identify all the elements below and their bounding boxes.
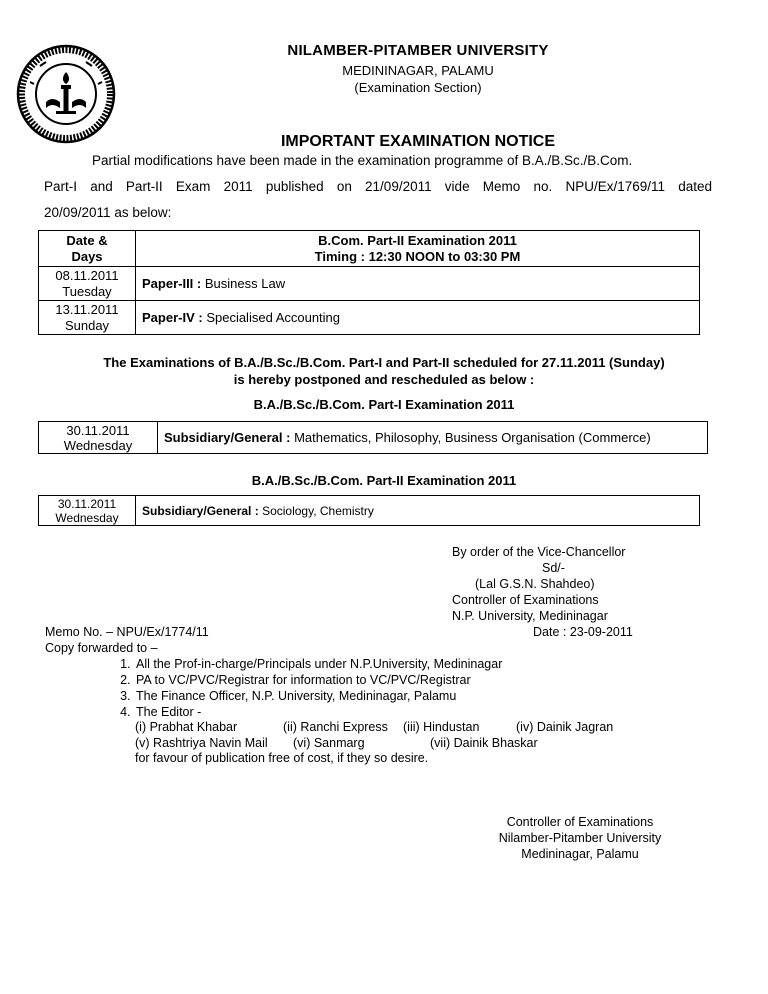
row-date: 13.11.2011 [55, 301, 119, 317]
table-header-row [39, 231, 700, 267]
list-item: 2. PA to VC/PVC/Registrar for information to VC/PVC/Registrar [134, 672, 502, 688]
by-order-line: By order of the Vice-Chancellor [452, 545, 626, 559]
memo-date: Date : 23-09-2011 [533, 625, 633, 639]
postpone-line-1: The Examinations of B.A./B.Sc./B.Com. Part-I and Part-II scheduled for 27.11.2011 (Sunday) [103, 355, 665, 370]
row-subject-cell [136, 496, 700, 526]
editor-list-line-1 [135, 719, 613, 735]
row-day: Wednesday [55, 510, 119, 525]
editor-list-line-2 [135, 735, 538, 751]
intro-line-2: Part-I and Part-II Exam 2011 published on 21/09/2011 vide Memo no. NPU/Ex/1769/11 dated [44, 179, 712, 194]
row-date: 30.11.2011 [66, 422, 130, 438]
editor-item: (i) Prabhat Khabar [135, 720, 238, 734]
editor-item: (v) Rashtriya Navin Mail [135, 736, 268, 750]
row-date-cell [39, 422, 158, 454]
signatory-university: N.P. University, Medininagar [452, 609, 608, 623]
table-row [39, 422, 708, 454]
editor-item: (iv) Dainik Jagran [516, 720, 614, 734]
date-days-header [39, 231, 136, 267]
paper-name: Business Law [204, 276, 286, 291]
list-item: 3. The Finance Officer, N.P. University, Medininagar, Palamu [134, 688, 502, 704]
postpone-line-2: is hereby postponed and rescheduled as below : [233, 372, 535, 387]
row-day: Sunday [64, 317, 110, 333]
subject-label: Subsidiary/General : [164, 430, 291, 445]
row-paper-cell [136, 301, 700, 335]
days-header-text: Days [71, 248, 103, 264]
footer-location: Medininagar, Palamu [521, 847, 639, 861]
list-item: 1. All the Prof-in-charge/Principals under N.P.University, Medininagar [134, 656, 502, 672]
signatory-designation: Controller of Examinations [452, 593, 599, 607]
paper-label: Paper-III : [142, 276, 202, 291]
editor-item: (vi) Sanmarg [293, 736, 365, 750]
paper-label: Paper-IV : [142, 310, 203, 325]
subject-list: Mathematics, Philosophy, Business Organisation (Commerce) [294, 430, 651, 445]
row-date-cell [39, 301, 136, 335]
exam-timing: Timing : 12:30 NOON to 03:30 PM [314, 248, 521, 264]
notice-title: IMPORTANT EXAMINATION NOTICE [280, 133, 556, 150]
intro-line-1: Partial modifications have been made in the examination programme of B.A./B.Sc./B.Com. [92, 153, 633, 168]
intro-line-3: 20/09/2011 as below: [44, 205, 172, 220]
exam-title: B.Com. Part-II Examination 2011 [318, 232, 517, 248]
editor-item: (iii) Hindustan [403, 720, 480, 734]
footer-university: Nilamber-Pitamber University [498, 831, 662, 845]
row-day: Wednesday [63, 437, 133, 453]
subject-list: Sociology, Chemistry [262, 503, 374, 518]
bcom-part2-schedule-table [38, 230, 700, 335]
part2-schedule-table [38, 495, 700, 526]
row-date: 30.11.2011 [57, 496, 117, 511]
part2-heading: B.A./B.Sc./B.Com. Part-II Examination 2011 [251, 473, 517, 488]
date-header-text: Date & [66, 232, 108, 248]
row-date-cell [39, 496, 136, 526]
editor-item: (vii) Dainik Bhaskar [430, 736, 538, 750]
row-date: 08.11.2011 [55, 267, 119, 283]
table-row [39, 301, 700, 335]
memo-number: Memo No. – NPU/Ex/1774/11 [45, 625, 209, 639]
publication-note: for favour of publication free of cost, if they so desire. [135, 751, 429, 765]
copy-forwarded-label: Copy forwarded to – [45, 641, 158, 655]
signatory-name: (Lal G.S.N. Shahdeo) [475, 577, 595, 591]
row-paper-cell [136, 267, 700, 301]
editor-item: (ii) Ranchi Express [283, 720, 388, 734]
copy-recipient-list [94, 656, 502, 720]
examination-section: (Examination Section) [354, 80, 482, 95]
paper-name: Specialised Accounting [206, 310, 341, 325]
part1-schedule-table [38, 421, 708, 454]
subject-label: Subsidiary/General : [142, 503, 259, 518]
table-row [39, 267, 700, 301]
university-location: MEDININAGAR, PALAMU [342, 63, 494, 78]
table-row [39, 496, 700, 526]
row-subject-cell [158, 422, 708, 454]
row-date-cell [39, 267, 136, 301]
exam-header [136, 231, 700, 267]
university-name: NILAMBER-PITAMBER UNIVERSITY [287, 42, 549, 59]
list-item: 4. The Editor - [134, 704, 502, 720]
signed-line: Sd/- [542, 561, 565, 575]
part1-heading: B.A./B.Sc./B.Com. Part-I Examination 2011 [253, 397, 515, 412]
row-day: Tuesday [62, 283, 112, 299]
footer-designation: Controller of Examinations [506, 815, 654, 829]
